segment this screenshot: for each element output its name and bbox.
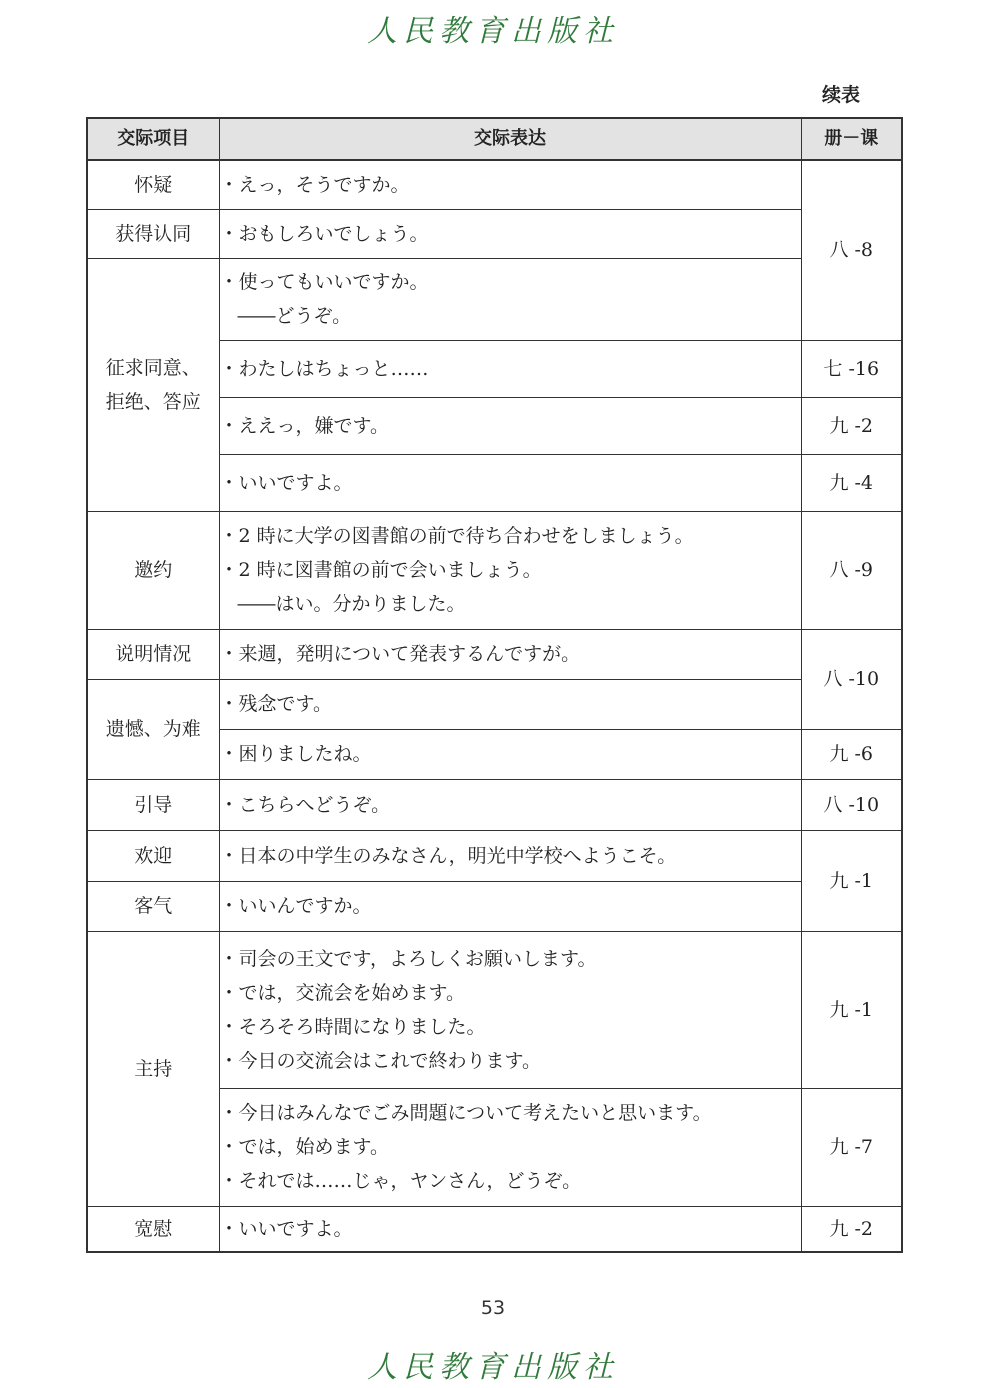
expression-line: ・日本の中学生のみなさん，明光中学校へようこそ。 <box>219 844 677 867</box>
expression-cell <box>219 629 801 679</box>
expression-cell <box>219 1088 801 1206</box>
expression-line: ・では，始めます。 <box>219 1136 389 1158</box>
expression-cell <box>219 830 801 881</box>
table-row <box>87 779 902 830</box>
expression-line: ・では，交流会を始めます。 <box>219 981 465 1004</box>
header-lesson: 册－课 <box>801 118 902 160</box>
item-cell: 怀疑 <box>87 160 219 209</box>
expression-cell <box>219 209 801 258</box>
item-cell: 邀约 <box>87 511 219 629</box>
table-row <box>87 258 902 340</box>
publisher-watermark-top: 人民教育出版社 <box>367 14 619 49</box>
item-cell: 说明情况 <box>87 629 219 679</box>
expression-line: ・ええっ，嫌です。 <box>219 414 389 437</box>
table-header-row <box>87 118 902 160</box>
expression-line: ・こちらへどうぞ。 <box>219 793 391 816</box>
expression-line: ・来週，発明について発表するんですが。 <box>219 643 581 665</box>
page-number: 53 <box>480 1297 506 1319</box>
lesson-cell: 八 -10 <box>801 629 902 729</box>
expression-line: ――はい。分かりました。 <box>237 593 466 615</box>
expression-line: ・いいですよ。 <box>219 1217 353 1240</box>
publisher-watermark-bottom: 人民教育出版社 <box>367 1350 619 1385</box>
expression-cell <box>219 397 801 454</box>
expression-line: ・使ってもいいですか。 <box>219 271 429 293</box>
expression-line: ・それでは……じゃ，ヤンさん，どうぞ。 <box>219 1170 582 1192</box>
lesson-cell: 九 -1 <box>801 931 902 1088</box>
expression-line: ・司会の王文です，よろしくお願いします。 <box>219 947 597 970</box>
item-cell: 主持 <box>87 931 219 1206</box>
header-expression: 交际表达 <box>219 118 801 160</box>
expression-cell <box>219 454 801 511</box>
lesson-cell: 九 -4 <box>801 454 902 511</box>
expression-line: ・そろそろ時間になりました。 <box>219 1015 486 1038</box>
lesson-cell: 八 -8 <box>801 160 902 340</box>
table-row <box>87 629 902 679</box>
expression-cell <box>219 931 801 1088</box>
expression-cell <box>219 1206 801 1252</box>
lesson-cell: 八 -9 <box>801 511 902 629</box>
item-cell: 客气 <box>87 881 219 931</box>
item-cell: 欢迎 <box>87 830 219 881</box>
expression-line: ・いいですよ。 <box>219 471 353 494</box>
table-row <box>87 160 902 209</box>
table-row <box>87 931 902 1088</box>
expression-cell <box>219 679 801 729</box>
expression-cell <box>219 340 801 397</box>
expression-line: ・えっ，そうですか。 <box>219 173 410 196</box>
table-row <box>87 511 902 629</box>
expression-line: ・今日はみんなでごみ問題について考えたいと思います。 <box>219 1102 712 1124</box>
lesson-cell: 八 -10 <box>801 779 902 830</box>
expression-line: ・2 時に図書館の前で会いましょう。 <box>219 559 542 581</box>
lesson-cell: 九 -7 <box>801 1088 902 1206</box>
lesson-cell: 九 -6 <box>801 729 902 779</box>
expression-line: ・残念です。 <box>219 693 332 715</box>
item-cell: 引导 <box>87 779 219 830</box>
lesson-cell: 九 -2 <box>801 397 902 454</box>
expression-cell <box>219 160 801 209</box>
expression-line: ――どうぞ。 <box>237 305 352 327</box>
lesson-cell: 七 -16 <box>801 340 902 397</box>
item-cell: 征求同意、拒绝、答应 <box>87 258 219 511</box>
expression-line: ・今日の交流会はこれで終わります。 <box>219 1049 541 1072</box>
header-item: 交际项目 <box>87 118 219 160</box>
table-row <box>87 1206 902 1252</box>
expression-cell <box>219 729 801 779</box>
table-row <box>87 679 902 729</box>
item-cell: 获得认同 <box>87 209 219 258</box>
item-cell: 遗憾、为难 <box>87 679 219 779</box>
lesson-cell: 九 -1 <box>801 830 902 931</box>
table-row <box>87 830 902 881</box>
expression-line: ・おもしろいでしょう。 <box>219 222 429 245</box>
expression-line: ・困りましたね。 <box>219 743 372 765</box>
expression-line: ・いいんですか。 <box>219 895 372 917</box>
communication-table <box>86 117 903 1253</box>
expression-line: ・2 時に大学の図書館の前で待ち合わせをしましょう。 <box>219 525 694 547</box>
expression-cell <box>219 779 801 830</box>
lesson-cell: 九 -2 <box>801 1206 902 1252</box>
table-row <box>87 209 902 258</box>
continued-label: 续表 <box>822 84 861 106</box>
item-cell: 宽慰 <box>87 1206 219 1252</box>
expression-cell <box>219 881 801 931</box>
expression-cell <box>219 258 801 340</box>
table-row <box>87 881 902 931</box>
expression-cell <box>219 511 801 629</box>
expression-line: ・わたしはちょっと…… <box>219 357 429 380</box>
